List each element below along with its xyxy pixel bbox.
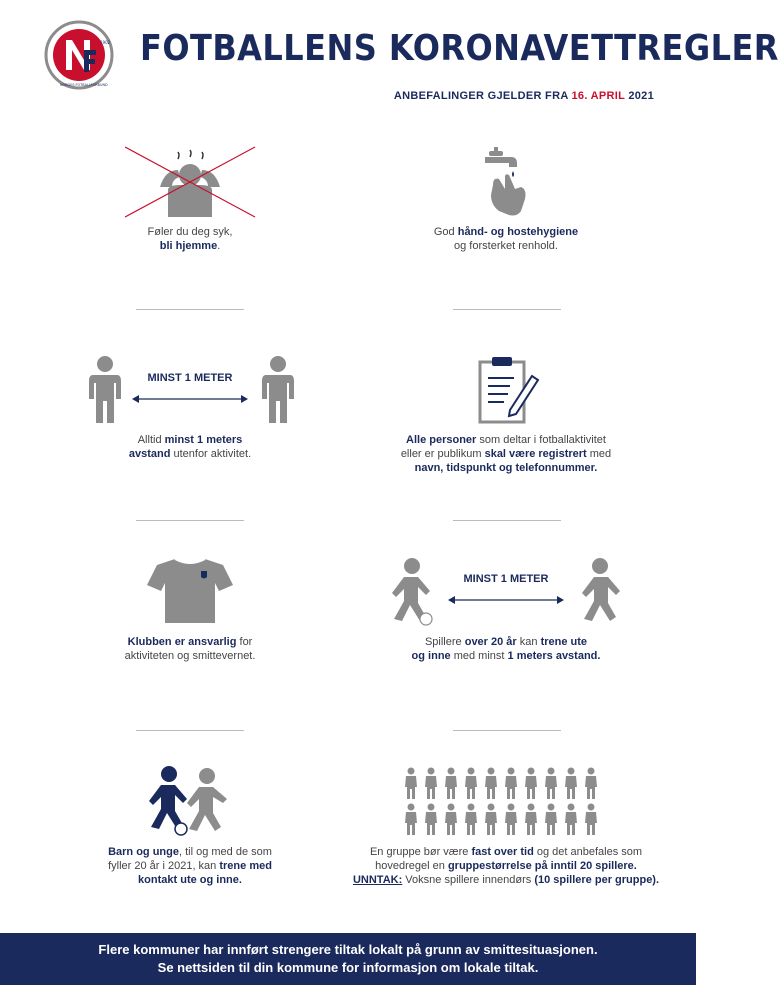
group-of-people-icon	[404, 767, 608, 839]
hand-washing-icon	[481, 145, 531, 220]
effective-date: ANBEFALINGER GJELDER FRA 16. APRIL 2021	[393, 90, 654, 102]
person-icon	[85, 355, 125, 425]
jersey-icon	[145, 555, 235, 625]
distance-arrow-icon	[448, 593, 564, 607]
logo-ring-text: NORGES FOTBALLFORBUND	[60, 83, 108, 87]
person-icon	[258, 355, 298, 425]
footer-line-1: Flere kommuner har innført strengere tiltak lokalt på grunn av smittesituasjonen.	[98, 942, 598, 957]
divider	[136, 730, 244, 731]
distance-label: MINST 1 METER	[463, 573, 549, 585]
footer-notice	[0, 933, 696, 985]
distance-arrow-icon	[132, 392, 248, 406]
divider	[453, 520, 561, 521]
sick-person-icon	[120, 145, 260, 220]
distance-label: MINST 1 METER	[147, 372, 233, 384]
football-player-icon	[574, 557, 629, 629]
clipboard-icon	[474, 354, 540, 426]
nff-logo	[44, 20, 114, 90]
divider	[453, 730, 561, 731]
divider	[136, 309, 244, 310]
football-player-icon	[384, 557, 439, 629]
page-title: FOTBALLENS KORONAVETTREGLER	[140, 28, 779, 69]
divider	[453, 309, 561, 310]
youth-players-icon	[135, 765, 245, 837]
divider	[136, 520, 244, 521]
footer-line-2: Se nettsiden til din kommune for informasjon om lokale tiltak.	[157, 960, 539, 975]
logo-year: 1902	[100, 40, 111, 45]
